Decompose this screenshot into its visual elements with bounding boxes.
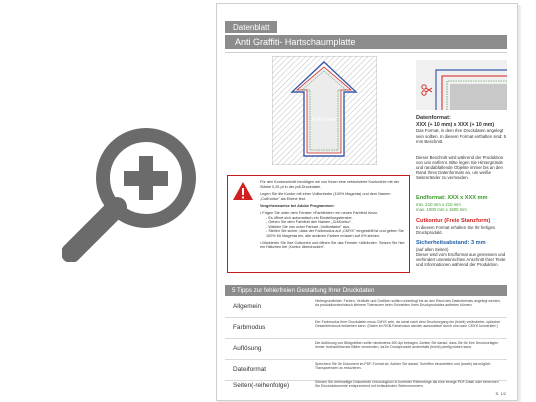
- tip-label: Seiten(-reihenfolge): [233, 382, 290, 389]
- endformat-max: max. 1000 mm x 1500 mm: [416, 207, 467, 213]
- instructions-text: [260, 180, 408, 250]
- instructions-line-1: Für den Konturschnitt benötigen wir von Ihnen eine vektorisierte Konturlinie mit der Stärke 0,25 pt in der pdf-Druckdatei.: [260, 180, 400, 189]
- page-number: S. 1/2: [495, 391, 506, 396]
- datenformat-size: XXX (+ 10 mm) x XXX (+ 10 mm): [416, 122, 495, 128]
- instructions-step-1d: - Stellen Sie sicher, dass der Farbmodus auf „CMYK" eingestellt ist und geben Sie 100% für Magenta ein, alle anderen Farben müssen auf 0% stehen.: [266, 229, 404, 238]
- tip-row: [225, 318, 507, 339]
- instructions-step-1c: - Wählen Sie nun unter Farbart „Volltonfarbe" aus.: [266, 224, 351, 229]
- cutkontur-title: Cutkontur (Freie Stanzform): [416, 218, 491, 224]
- datasheet-tab: Datenblatt: [225, 21, 277, 33]
- tip-text: Speichern Sie Ihr Dokument im PDF-Format ab. Achten Sie darauf, Schriften einzubetten und (sowie) als möglich Transparenzen zu reduzieren.: [315, 362, 491, 371]
- datenformat-title: Datenformat:: [416, 115, 451, 121]
- cutkontur-text: In diesem Format erhalten Sie Ihr fertiges Druckprodukt.: [416, 225, 496, 236]
- instructions-line-2: Legen Sie die Kontur mit einer Volltonfarbe (100% Magenta) und dem Namen „CutKontur" als Ebene fest.: [260, 192, 391, 201]
- tip-row: [225, 339, 507, 360]
- divider: [225, 52, 507, 53]
- sicherheitsabstand-text: Dieser wird vom Endformat aus gemessen und verhindert unerwünschten Anschnitt Ihrer Texte und Informationen während der Produktion.: [416, 252, 506, 268]
- instructions-step-1a: - Es öffnet sich automatisch ein Einstellungsfenster.: [266, 215, 353, 220]
- endformat-info: [416, 195, 508, 212]
- instructions-step-2: • Markieren Sie Ihre Cutkontur und öffnen Sie das Fenster »Attribute«. Setzen Sie hier ein Häkchen bei „Kontur überdrucken".: [260, 240, 405, 250]
- tip-label: Allgemein: [233, 303, 262, 310]
- tip-row: [225, 379, 507, 393]
- art-label: Pink Farbe: [311, 117, 337, 123]
- instructions-step-1: • Fügen Sie unter dem Fenster »Farbfelder« ein neues Farbfeld hinzu.: [260, 210, 379, 215]
- cutkontur-instructions-box: [227, 175, 410, 273]
- beschnitt-info: [416, 155, 508, 180]
- corner-detail-box: [416, 60, 507, 110]
- corner-detail-diagram: [416, 60, 507, 110]
- sicherheitsabstand-title: Sicherheitsabstand: 3 mm: [416, 240, 486, 246]
- tip-row: [225, 360, 507, 381]
- tip-label: Dateiformat: [233, 366, 267, 373]
- tip-label: Auflösung: [233, 345, 262, 352]
- sicherheitsabstand-sub: (auf allen Seiten): [416, 247, 449, 252]
- zoom-in-magnifier-icon: [62, 121, 203, 262]
- sicherheitsabstand-info: [416, 240, 508, 267]
- endformat-title: Endformat: XXX x XXX mm: [416, 195, 488, 201]
- instructions-heading: Vorgehensweise bei Adobe Programmen:: [260, 204, 335, 209]
- datenformat-info: [416, 115, 508, 144]
- endformat-min: min. 210 mm x 210 mm: [416, 202, 461, 207]
- tip-label: Farbmodus: [233, 324, 266, 331]
- tip-text: Die Auflösung von Bildgrafiken sollte mindestens 300 dpi betragen. Achten Sie darauf, dass Sie für Ihre Druckvorlagen immer hochauflösende Bilder verwenden, da Ihr Druckprodukt andernfalls (leicht) pixelig wirken kann.: [315, 341, 499, 350]
- product-diagram: [272, 56, 377, 165]
- tip-row: [225, 297, 507, 318]
- tip-text: Der Farbmodus Ihrer Druckdaten muss CMYK sein, da sonst nach dem Druckvorgang ein (leicht) veränderter, optischer Gesamteindruck entstehen kann. (Daten im RGB-Farbmodus werden automatisch durch uns nach CMYK konvertiert.): [315, 320, 501, 329]
- tip-text: Hintergrundbilder, Farben, Verläufe und Grafiken sollten unbedingt bis an den Rand des Datenformats angelegt werden, da produktionstechnisch kleinere Toleranzen beim Schneiden Ihres Druckproduktes auftreten können.: [315, 299, 501, 308]
- beschnitt-text: Dieser Beschnitt wird während der Produktion von uns entfernt. Bitte legen Sie Hintergründe und randabfallende Objekte immer bis an den Rand Ihres Datenformats an, um weiße Seitenränder zu vermeiden.: [416, 155, 504, 181]
- datasheet-page: [216, 3, 518, 401]
- warning-icon: [232, 181, 254, 201]
- tips-title: 5 Tipps zur fehlerfreien Gestaltung Ihrer Druckdaten: [225, 285, 507, 296]
- datenformat-text: Das Format, in dem Ihre Druckdaten angelegt sein sollten. In diesem Format enthalten sind: 5 mm Beschnitt.: [416, 128, 507, 144]
- instructions-step-1b: - Geben Sie dem Farbfeld den Namen „CutKontur".: [266, 220, 353, 225]
- zoom-in-button[interactable]: [62, 121, 203, 262]
- tip-text: Senden Sie mehrseitige Dokumente chronologisch in korrekter Reihenfolge als eine einzige PDF-Datei oder benennen Sie Einzeldokumente entsprechend mit fortlaufenden Seitennummern.: [315, 380, 499, 389]
- page-title: Anti Graffiti- Hartschaumplatte: [225, 35, 507, 49]
- cutkontur-info: [416, 218, 508, 235]
